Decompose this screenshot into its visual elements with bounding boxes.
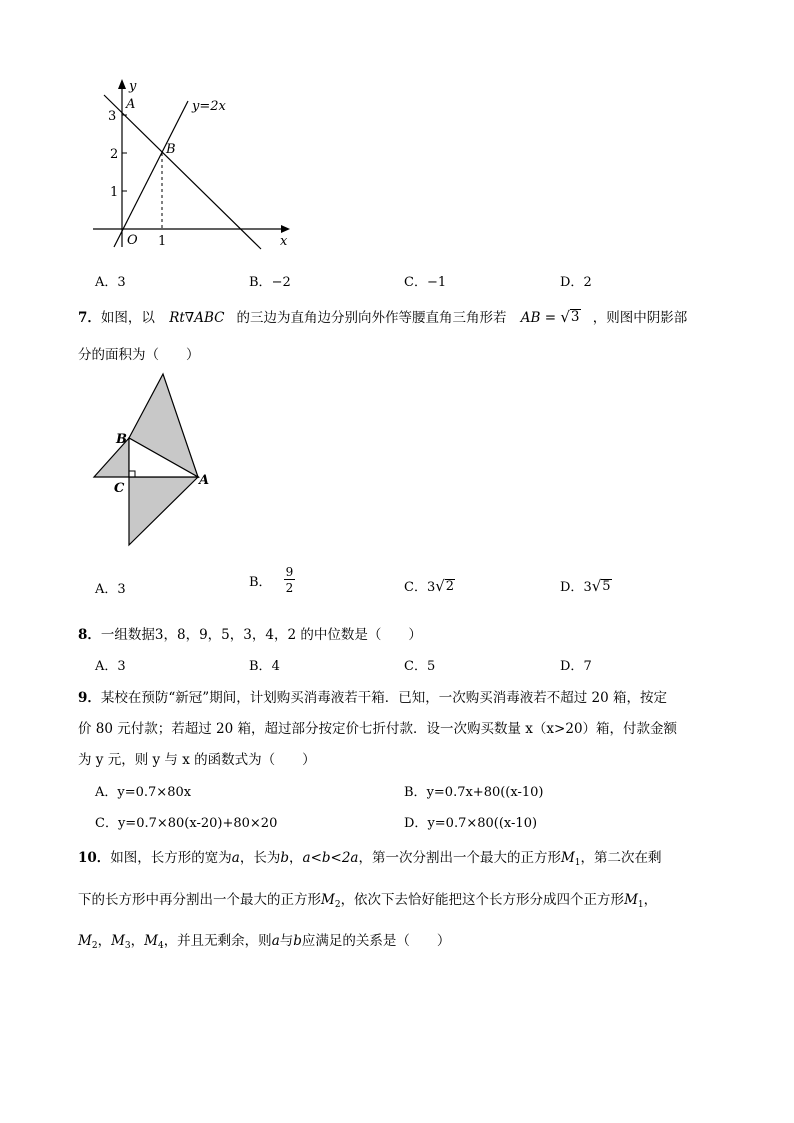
q9-option-b[interactable]: B．y=0.7x+80((x-10) bbox=[404, 785, 544, 800]
x-axis-label: x bbox=[280, 234, 288, 249]
q7-option-a[interactable]: A．3 bbox=[95, 582, 126, 597]
x-tick-1: 1 bbox=[158, 234, 167, 249]
q9-stem-line3: 为 y 元，则 y 与 x 的函数式为（ ） bbox=[78, 752, 316, 768]
point-b-label: B bbox=[166, 142, 176, 157]
q8-option-a[interactable]: A．3 bbox=[95, 659, 126, 674]
q10-stem-line3: $M_2$，$M_3$，$M_4$，并且无剩余，则a与b应满足的关系是（ ） bbox=[78, 933, 451, 951]
vertex-a-label: A bbox=[199, 473, 210, 488]
vertex-b-label: B bbox=[116, 432, 127, 447]
q7-sqrt3: √ 3 bbox=[560, 308, 580, 326]
line-label: y=2x bbox=[192, 99, 226, 114]
line-y-2x bbox=[114, 101, 188, 247]
q9-stem-line2: 价 80 元付款；若超过 20 箱，超过部分按定价七折付款．设一次购买数量 x（x>20）箱，付款金额 bbox=[78, 721, 678, 737]
q6-coordinate-graph bbox=[80, 75, 305, 255]
y-tick-3: 3 bbox=[108, 109, 117, 124]
vertex-c-label: C bbox=[114, 481, 125, 496]
q6-option-a[interactable]: A．3 bbox=[95, 275, 126, 290]
q7-option-d[interactable]: D．3 √ 5 bbox=[560, 577, 611, 595]
y-tick-1: 1 bbox=[110, 185, 119, 200]
point-a-label: A bbox=[126, 97, 136, 112]
q9-option-d[interactable]: D．y=0.7×80((x-10) bbox=[404, 816, 538, 831]
y-axis-arrow bbox=[118, 79, 126, 89]
q7-number: 7． bbox=[78, 310, 101, 326]
q8-option-c[interactable]: C．5 bbox=[404, 659, 436, 674]
y-axis-label: y bbox=[129, 79, 137, 94]
q9-stem-line1: 9．某校在预防“新冠”期间，计划购买消毒液若干箱．已知，一次购买消毒液若不超过 20 箱，按定 bbox=[78, 690, 667, 706]
q10-stem-line2: 下的长方形中再分割出一个最大的正方形$M_2$，依次下去恰好能把这个长方形分成四个正方形$M_1$， bbox=[78, 892, 658, 910]
x-axis-arrow bbox=[281, 225, 290, 233]
line-ab bbox=[104, 95, 261, 249]
q9-option-c[interactable]: C．y=0.7×80(x-20)+80×20 bbox=[95, 816, 278, 831]
q6-option-b[interactable]: B．−2 bbox=[249, 275, 291, 290]
q7-triangle-figure bbox=[88, 370, 223, 550]
q9-option-a[interactable]: A．y=0.7×80x bbox=[95, 785, 192, 800]
q8-stem: 8．一组数据3，8，9，5，3，4，2 的中位数是（ ） bbox=[78, 627, 422, 643]
q7-stem-line2: 分的面积为（ ） bbox=[78, 347, 200, 363]
q6-option-d[interactable]: D．2 bbox=[560, 275, 592, 290]
shaded-triangle-bottom bbox=[129, 477, 198, 545]
q7-fraction-9-2: $\frac{9}{2}$ bbox=[285, 565, 294, 595]
q10-stem-line1: 10．如图，长方形的宽为a，长为b，a<b<2a，第一次分割出一个最大的正方形$M_1$，第二次在剩 bbox=[78, 850, 662, 868]
q7-option-b[interactable]: B． $\frac{9}{2}$ bbox=[249, 565, 294, 595]
q8-option-b[interactable]: B．4 bbox=[249, 659, 280, 674]
q7-option-c[interactable]: C．3 √ 2 bbox=[404, 577, 455, 595]
q7-triangle-name: Rt∇ABC bbox=[169, 310, 225, 326]
origin-label: O bbox=[127, 233, 138, 248]
y-tick-2: 2 bbox=[110, 147, 119, 162]
q6-option-c[interactable]: C．−1 bbox=[404, 275, 447, 290]
q7-stem-line1: 7．如图，以 Rt∇ABC 的三边为直角边分别向外作等腰直角三角形若 AB = √ 3 ，则图中阴影部 bbox=[78, 308, 688, 326]
q8-option-d[interactable]: D．7 bbox=[560, 659, 592, 674]
